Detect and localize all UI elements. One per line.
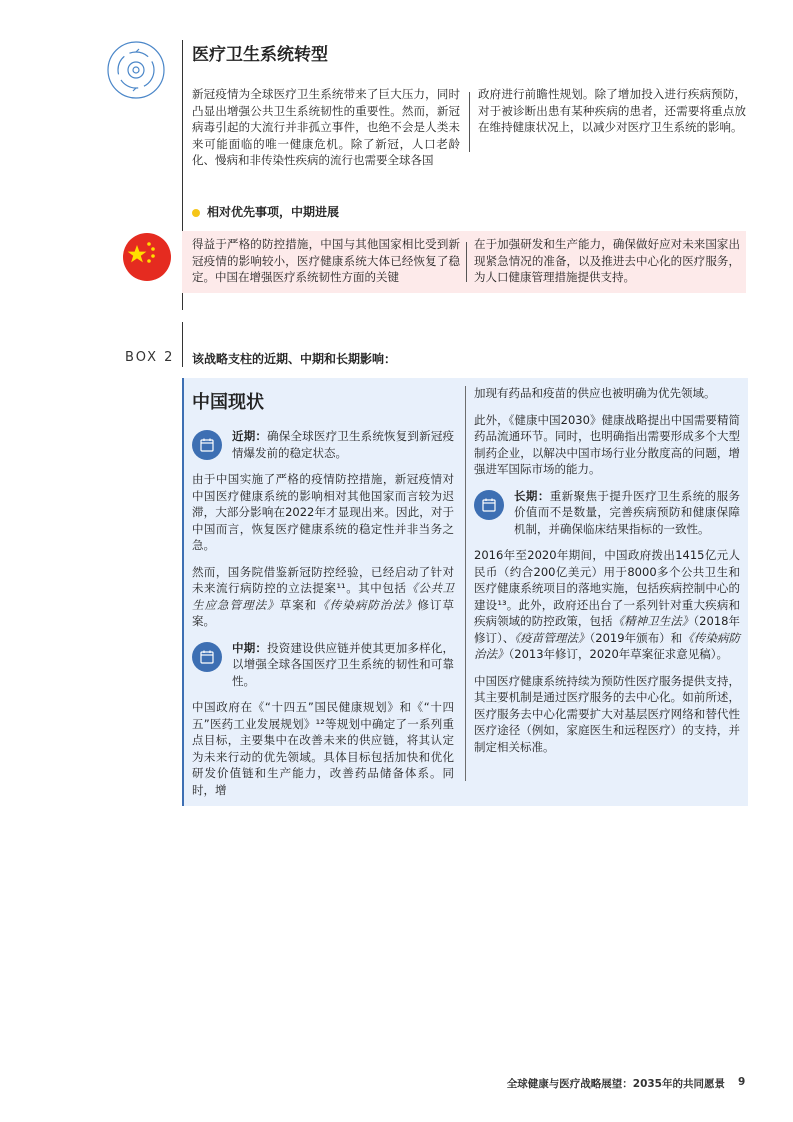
priority-left: 得益于严格的防控措施，中国与其他国家相比受到新冠疫情的影响较小，医疗健康系统大体已经恢复了稳定。中国在增强医疗系统韧性方面的关键 xyxy=(192,237,460,284)
mid-text: 投资建设供应链并使其更加多样化，以增强全球各国医疗卫生系统的韧性和可靠性。 xyxy=(232,640,455,688)
calendar-icon xyxy=(192,430,222,460)
box-paragraph: 由于中国实施了严格的疫情防控措施，新冠疫情对中国医疗健康系统的影响相对其他国家而言较为迟滞，大部分影响在2022年才显现出来。因此，对于中国而言，恢复医疗健康系统的稳定性并非当务之急。 xyxy=(192,472,454,552)
priority-label: 相对优先事项，中期进展 xyxy=(207,205,340,219)
box-title: 中国现状 xyxy=(192,392,264,413)
box-heading: 该战略支柱的近期、中期和长期影响： xyxy=(192,352,397,366)
china-flag-icon xyxy=(123,233,171,281)
box-right-column xyxy=(474,385,740,755)
box-paragraph: 此外，《健康中国2030》健康战略提出中国需要精简药品流通环节。同时，也明确指出需要形成多个大型制药企业，以解决中国市场行业分散度高的问题，增强进军国际市场的能力。 xyxy=(474,412,740,476)
calendar-icon xyxy=(192,642,222,672)
section-title: 医疗卫生系统转型 xyxy=(192,45,328,65)
calendar-icon xyxy=(474,490,504,520)
box-left-column xyxy=(192,388,454,798)
box-paragraph: 2016年至2020年期间，中国政府拨出1415亿元人民币（约合200亿美元）用于8000多个公共卫生和医疗健康系统项目的落地实施，包括疾病控制中心的建设¹³。此外，政府还出台了一系列针对重大疾病和疾病领域的防控政策，包括《精神卫生法》（2018年修订）、《疫苗管理法》（2019年颁布）和《传染病防治法》（2013年修订，2020年草案征求意见稿）。 xyxy=(474,548,741,661)
footer-title: 全球健康与医疗战略展望：2035年的共同愿景 xyxy=(506,1078,725,1090)
mid-label: 中期： xyxy=(232,640,268,655)
box-paragraph: 然而，国务院借鉴新冠防控经验，已经启动了针对未来流行病防控的立法提案¹¹。其中包括《公共卫生应急管理法》草案和《传染病防治法》修订草案。 xyxy=(192,564,455,628)
long-label: 长期： xyxy=(514,488,550,503)
gear-cycle-icon xyxy=(106,40,166,100)
column-divider xyxy=(465,386,466,781)
box-paragraph: 中国医疗健康系统持续为预防性医疗服务提供支持，其主要机制是通过医疗服务的去中心化。如前所述，医疗服务去中心化需要扩大对基层医疗网络和替代性医疗途径（例如，家庭医生和远程医疗）的支持，并制定相关标准。 xyxy=(474,673,740,754)
box-paragraph: 加现有药品和疫苗的供应也被明确为优先领域。 xyxy=(474,386,716,400)
divider-line xyxy=(182,322,183,367)
column-divider xyxy=(466,242,467,282)
intro-left: 新冠疫情为全球医疗卫生系统带来了巨大压力，同时凸显出增强公共卫生系统韧性的重要性。然而，新冠病毒引起的大流行并非孤立事件，也绝不会是人类未来可能面临的唯一健康危机。除了新冠，人口老龄化、慢病和非传染性疾病的流行也需要全球各国 xyxy=(192,87,460,167)
priority-dot xyxy=(192,209,200,217)
mid-term-block xyxy=(192,640,454,690)
long-term-block xyxy=(474,488,740,538)
box-tag: BOX 2 xyxy=(125,350,175,365)
box-paragraph: 中国政府在《“十四五”国民健康规划》和《“十四五”医药工业发展规划》¹²等规划中确定了一系列重点目标，主要集中在改善未来的供应链，将其认定为未来行动的优先领域。具体目标包括加快和优化研发价值链和生产能力，改善药品储备体系。同时，增 xyxy=(192,700,454,797)
near-text: 确保全球医疗卫生系统恢复到新冠疫情爆发前的稳定状态。 xyxy=(232,429,455,460)
near-label: 近期： xyxy=(232,429,268,443)
column-divider xyxy=(469,92,470,152)
intro-right: 政府进行前瞻性规划。除了增加投入进行疾病预防，对于被诊断出患有某种疾病的患者，还需要将重点放在维持健康状况上，以减少对医疗卫生系统的影响。 xyxy=(478,87,746,134)
priority-right: 在于加强研发和生产能力，确保做好应对未来国家出现紧急情况的准备，以及推进去中心化的医疗服务，为人口健康管理措施提供支持。 xyxy=(474,237,740,284)
long-text: 重新聚焦于提升医疗卫生系统的服务价值而不是数量，完善疾病预防和健康保障机制，并确保临床结果指标的一致性。 xyxy=(514,488,740,536)
page-number: 9 xyxy=(738,1076,746,1088)
near-term-block xyxy=(192,428,454,461)
